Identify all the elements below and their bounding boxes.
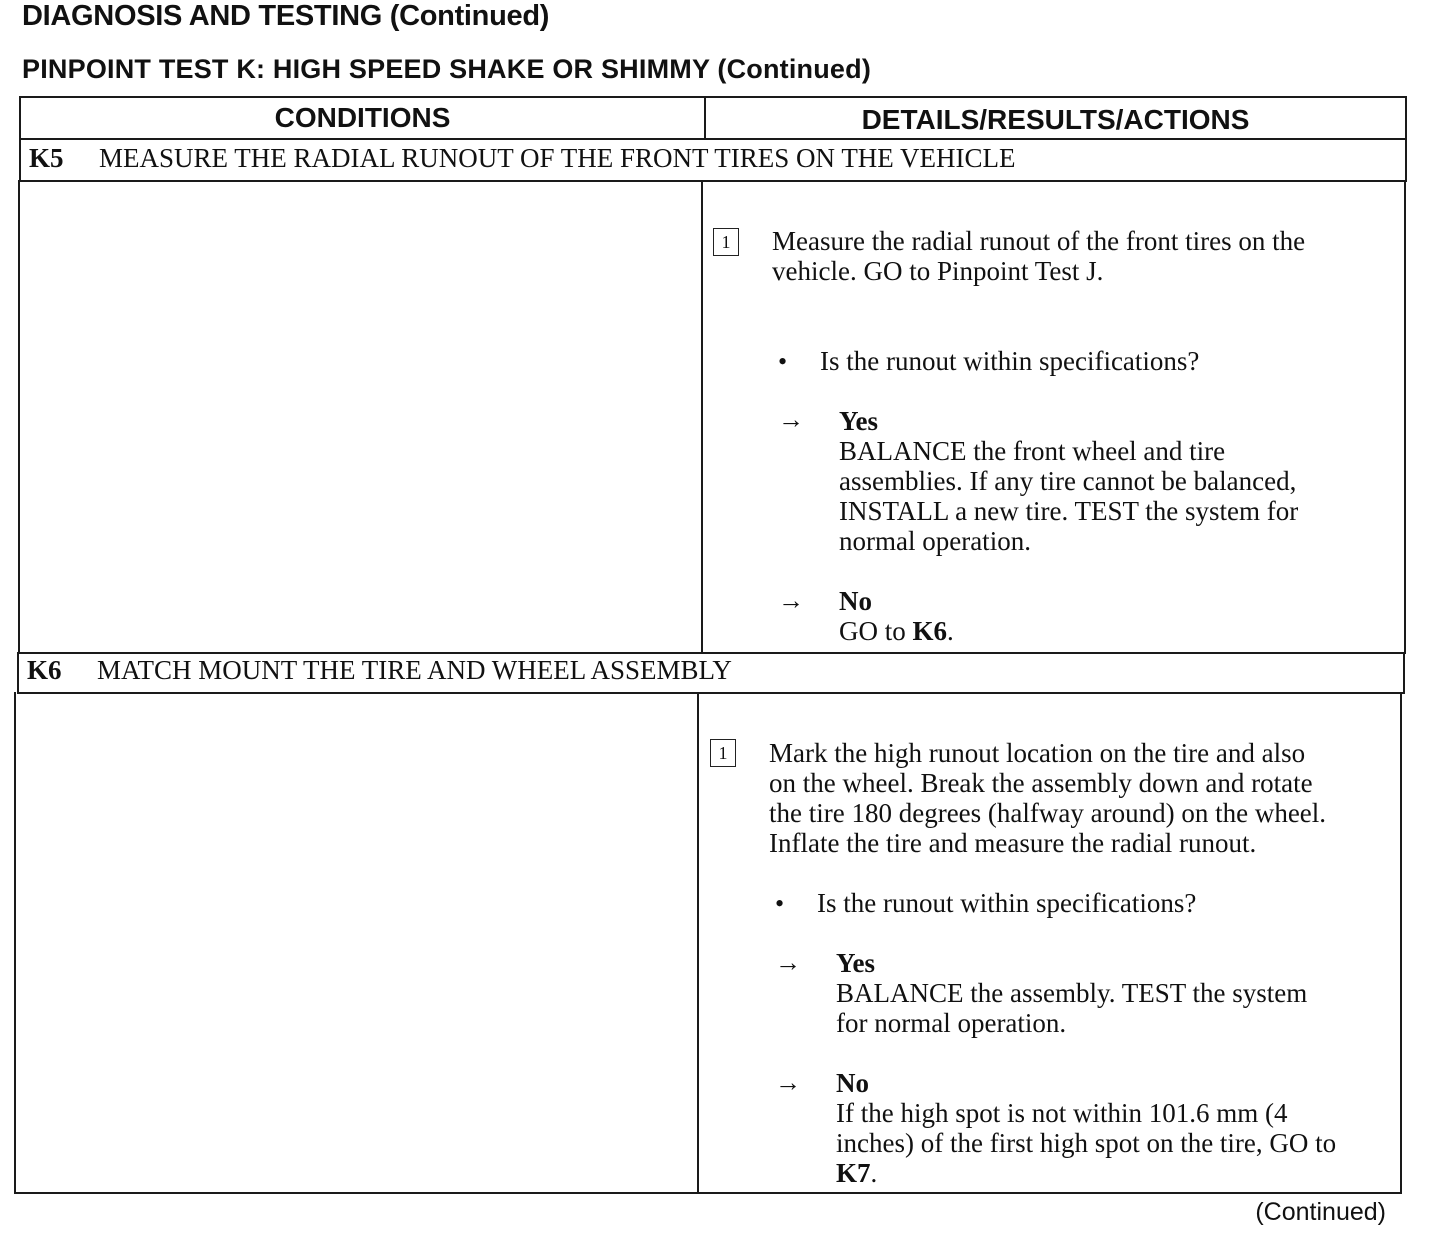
no-text-line xyxy=(836,1158,877,1188)
question-text: Is the runout within specifications? xyxy=(817,888,1197,918)
no-label: No xyxy=(836,1068,869,1098)
bullet-icon: • xyxy=(778,347,788,376)
action-number-box: 1 xyxy=(710,739,736,767)
action-text-line: vehicle. GO to Pinpoint Test J. xyxy=(772,256,1104,286)
step-title: MATCH MOUNT THE TIRE AND WHEEL ASSEMBLY xyxy=(97,655,732,685)
action-text-line: Mark the high runout location on the tire and also xyxy=(769,738,1306,768)
action-number-box: 1 xyxy=(713,228,739,256)
arrow-right-icon: → xyxy=(778,586,804,615)
yes-text-line: for normal operation. xyxy=(836,1008,1067,1038)
step-row-k5 xyxy=(19,138,1407,182)
conditions-header: CONDITIONS xyxy=(274,102,451,133)
action-text-line: the tire 180 degrees (halfway around) on the wheel. xyxy=(769,798,1327,828)
yes-text-line: normal operation. xyxy=(839,526,1031,556)
no-text-line: If the high spot is not within 101.6 mm (4 xyxy=(836,1098,1288,1128)
yes-text-line: BALANCE the assembly. TEST the system xyxy=(836,978,1308,1008)
yes-label: Yes xyxy=(836,948,875,978)
pinpoint-test-title: PINPOINT TEST K: HIGH SPEED SHAKE OR SHIMMY (Continued) xyxy=(22,54,872,84)
no-text-suffix: . xyxy=(947,616,954,646)
continued-label: (Continued) xyxy=(1255,1198,1386,1226)
arrow-right-icon: → xyxy=(775,948,801,977)
column-divider xyxy=(701,180,703,652)
no-text-suffix: . xyxy=(870,1158,878,1188)
action-text-line: Measure the radial runout of the front tires on the xyxy=(772,226,1306,256)
details-header: DETAILS/RESULTS/ACTIONS xyxy=(861,104,1250,135)
yes-label: Yes xyxy=(839,406,878,436)
yes-text-line: BALANCE the front wheel and tire xyxy=(839,436,1226,466)
no-target-step[interactable]: K7 xyxy=(836,1158,871,1188)
arrow-right-icon: → xyxy=(778,405,804,434)
yes-text-line: assemblies. If any tire cannot be balanced, xyxy=(839,466,1297,496)
no-label: No xyxy=(839,586,872,616)
arrow-right-icon: → xyxy=(775,1068,801,1097)
section-title: DIAGNOSIS AND TESTING (Continued) xyxy=(22,0,550,32)
no-target-step[interactable]: K6 xyxy=(912,616,948,646)
action-text-line: on the wheel. Break the assembly down and rotate xyxy=(769,768,1313,798)
question-text: Is the runout within specifications? xyxy=(820,346,1200,376)
step-title: MEASURE THE RADIAL RUNOUT OF THE FRONT TIRES ON THE VEHICLE xyxy=(99,143,1016,173)
step-row-k6 xyxy=(17,652,1405,694)
no-text xyxy=(839,616,954,646)
no-text-line: inches) of the first high spot on the tire, GO to xyxy=(836,1128,1337,1158)
action-text-line: Inflate the tire and measure the radial runout. xyxy=(769,828,1257,858)
table-header xyxy=(19,96,1407,140)
no-text-prefix: GO to xyxy=(839,616,913,646)
step-code: K6 xyxy=(27,655,62,685)
yes-text-line: INSTALL a new tire. TEST the system for xyxy=(839,496,1299,526)
column-divider xyxy=(697,692,699,1192)
step-code: K5 xyxy=(29,143,64,173)
bullet-icon: • xyxy=(775,889,785,918)
